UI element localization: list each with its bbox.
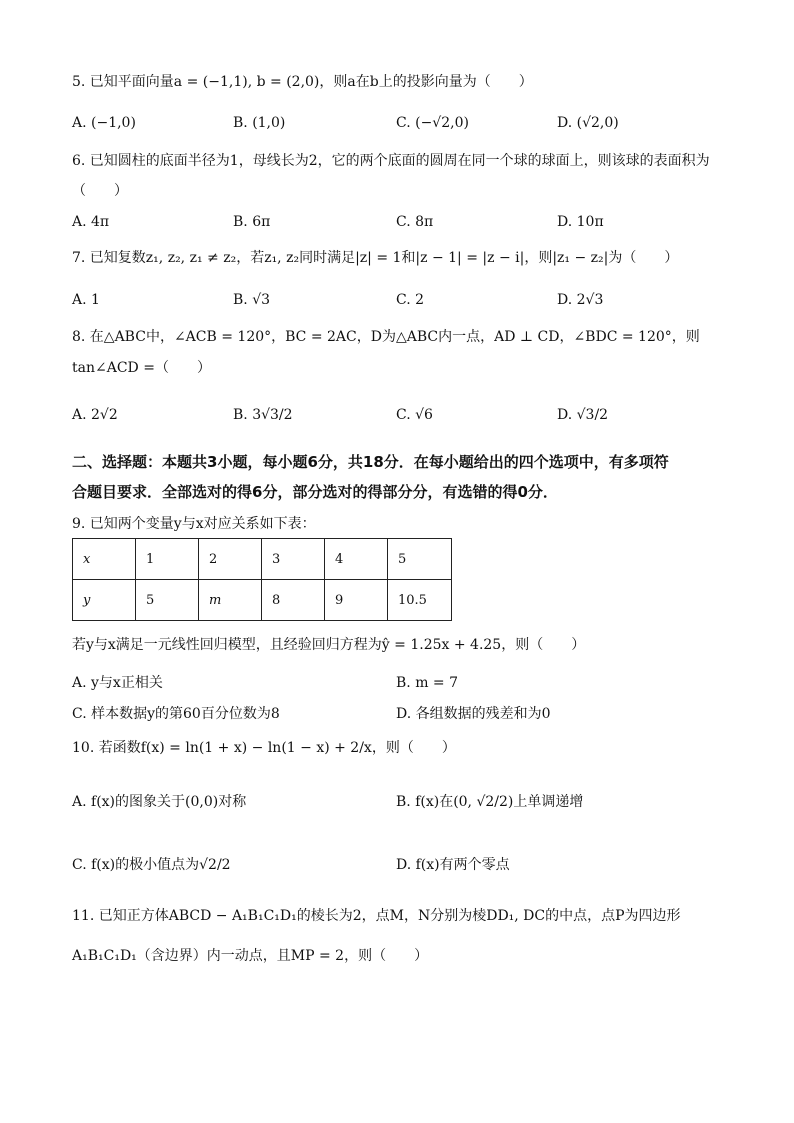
q7-option-d: D. 2√3 [557,292,604,308]
q10-option-d: D. f(x)有两个零点 [396,857,510,873]
q10-option-a: A. f(x)的图象关于(0,0)对称 [72,794,247,810]
q9-option-d: D. 各组数据的残差和为0 [396,706,551,722]
q5-stem: 5. 已知平面向量a = (−1,1), b = (2,0)，则a在b上的投影向量为（ ） [72,74,533,90]
table-cell: m [199,580,262,621]
table-row [73,539,452,580]
table-cell: x [73,539,136,580]
section2-heading-line2: 合题目要求．全部选对的得6分，部分选对的得部分分，有选错的得0分． [72,483,558,501]
q8-option-a: A. 2√2 [72,407,118,423]
q8-stem: 8. 在△ABC中，∠ACB = 120°，BC = 2AC，D为△ABC内一点，AD ⊥ CD，∠BDC = 120°，则 [72,329,700,345]
q10-option-c: C. f(x)的极小值点为√2/2 [72,857,231,873]
q9-option-c: C. 样本数据y的第60百分位数为8 [72,706,280,722]
table-cell: 2 [199,539,262,580]
table-cell: 3 [262,539,325,580]
q5-option-a: A. (−1,0) [72,115,136,131]
q5-option-c: C. (−√2,0) [396,115,469,131]
q10-stem: 10. 若函数f(x) = ln(1 + x) − ln(1 − x) + 2/x，则（ ） [72,740,456,756]
table-cell: 1 [136,539,199,580]
q6-option-b: B. 6π [233,214,271,230]
q8-option-b: B. 3√3/2 [233,407,293,423]
q8-option-d: D. √3/2 [557,407,609,423]
q9-stem: 9. 已知两个变量y与x对应关系如下表： [72,516,316,532]
q6-option-a: A. 4π [72,214,110,230]
q6-option-d: D. 10π [557,214,604,230]
q5-option-b: B. (1,0) [233,115,286,131]
q8-stem-cont: tan∠ACD =（ ） [72,360,211,376]
table-row [73,580,452,621]
table-cell: 8 [262,580,325,621]
q6-option-c: C. 8π [396,214,434,230]
q7-option-c: C. 2 [396,292,425,308]
section2-heading-line1: 二、选择题：本题共3小题，每小题6分，共18分．在每小题给出的四个选项中，有多项符 [72,453,669,471]
table-cell: 4 [325,539,388,580]
q7-option-a: A. 1 [72,292,100,308]
q8-option-c: C. √6 [396,407,433,423]
q9-data-table [72,538,452,621]
table-cell: 9 [325,580,388,621]
q9-option-b: B. m = 7 [396,675,459,691]
q6-stem-cont: （ ） [72,183,128,199]
table-cell: 10.5 [388,580,452,621]
table-cell: 5 [136,580,199,621]
q11-stem-cont: A₁B₁C₁D₁（含边界）内一动点，且MP = 2，则（ ） [72,948,429,964]
q9-stem-cont: 若y与x满足一元线性回归模型，且经验回归方程为ŷ = 1.25x + 4.25，则（ ） [72,637,586,653]
q7-stem: 7. 已知复数z₁, z₂, z₁ ≠ z₂，若z₁, z₂同时满足|z| = 1和|z − 1| = |z − i|，则|z₁ − z₂|为（ ） [72,250,679,266]
q11-stem: 11. 已知正方体ABCD − A₁B₁C₁D₁的棱长为2，点M，N分别为棱DD₁, DC的中点，点P为四边形 [72,908,681,924]
table-cell: 5 [388,539,452,580]
q9-option-a: A. y与x正相关 [72,675,163,691]
q6-stem: 6. 已知圆柱的底面半径为1，母线长为2，它的两个底面的圆周在同一个球的球面上，则该球的表面积为 [72,153,710,169]
q7-option-b: B. √3 [233,292,271,308]
q5-option-d: D. (√2,0) [557,115,619,131]
q10-option-b: B. f(x)在(0, √2/2)上单调递增 [396,794,584,810]
table-cell: y [73,580,136,621]
